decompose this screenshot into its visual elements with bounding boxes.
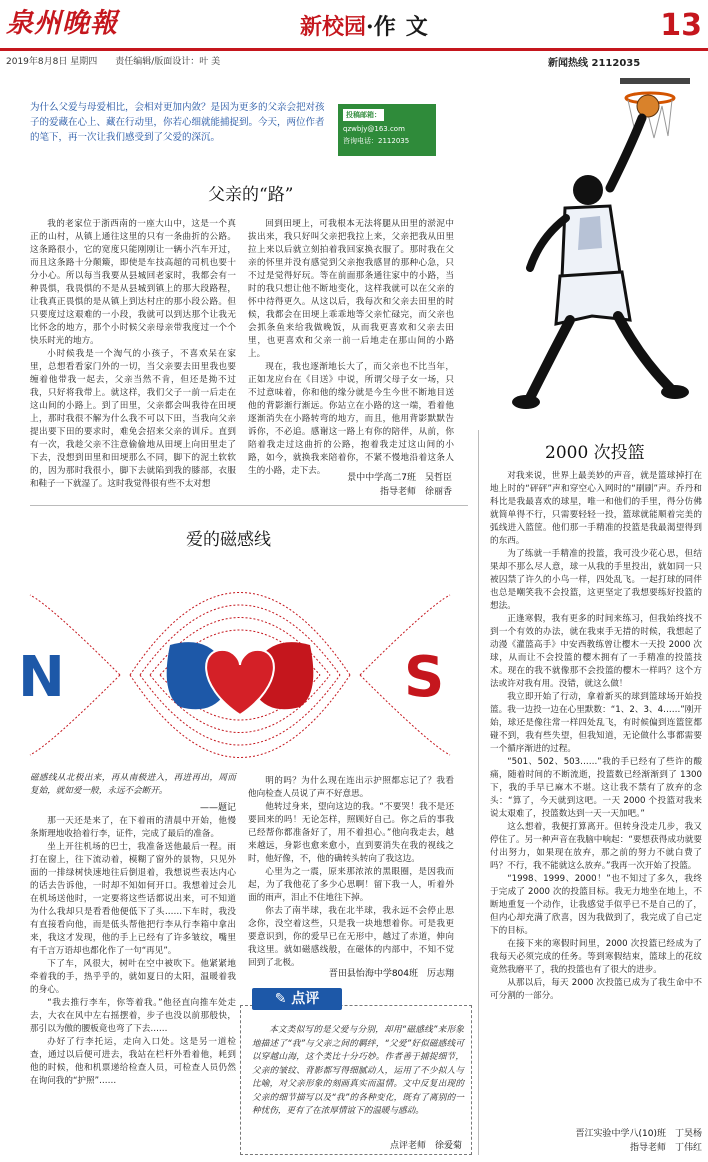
page-number: 13 (660, 8, 702, 43)
article2-paragraph: 明的吗？为什么现在连出示护照都忘记了？我看他向检查人员说了声不好意思。 (248, 776, 454, 799)
article3-body (490, 470, 702, 1003)
comment-paragraph: 本文类似写的是父爱与分别，却用“磁感线”来形象地描述了“我”与父亲之间的羁绊，“父爱”好似磁感线可以穿越山海，这个类比十分巧妙。作者善于捕捉细节，父亲的皱纹、背影都写得细腻动人，运用了不少拟人与比喻，对父亲形象的刻画真实而温情。文中反复出现的父亲的细节描写以及“我”的各种变化，既有了离别的一种忧伤，更有了在浓厚情谊下的温暖与感动。 (252, 1025, 464, 1116)
magnetic-field-illustration (10, 565, 470, 785)
contact-box (338, 104, 436, 156)
article3-paragraph: 我立即开始了行动，拿着新买的球到篮球场开始投篮。我一边投一边在心里默数：“1、2、3、4……”刚开始，球还是像往常一样四处乱飞，有时候偏到连篮筐都碰不到，我有些失望，但我知道，无论做什么事都需要一个循序渐进的过程。 (490, 692, 702, 754)
article-divider (30, 505, 468, 506)
newspaper-logo: 泉州晚報 (6, 8, 118, 39)
article2-paragraph: “我去推行李车，你等着我。”他径直向推车处走去，大衣在风中左右摇摆着，步子也没以前那般快，那引以为傲的腰板竟也弯了下去…… (30, 998, 236, 1034)
article3-title: 2000 次投篮 (545, 443, 645, 463)
comment-head (252, 988, 342, 1010)
article2-paragraph: 办好了行李托运，走向入口处。这是另一道检查，通过以后便可进去，我站在栏杆外看着他，耗到他的时候，他和机票递给检查人员，可检查人员仍然在询问我的“护照”…… (30, 1037, 236, 1086)
article2-paragraph: 心里为之一震，原来那浓浓的黑眼圈，是因我而起，为了我他花了多少心思啊！留下我一人，听着外面的雨声，泪止不住地往下掉。 (248, 867, 454, 903)
article3-paragraph: 在接下来的寒假时间里，2000 次投篮已经成为了我每天必须完成的任务。等到寒假结束，篮球上的花纹竟然我磨平了，我的投篮也有了很大的进步。 (490, 939, 702, 975)
contact-box-head: 投稿邮箱： (343, 109, 384, 121)
comment-byline: 点评老师 徐爱菊 (389, 1141, 462, 1151)
magnet-s-label: S (404, 645, 445, 710)
article3-byline-teacher: 指导老师 丁伟红 (629, 1143, 702, 1153)
article1-paragraph: 小时候我是一个淘气的小孩子，不喜欢呆在家里，总想看看家门外的一切，当父亲要去田里我也要缠着他带我一起去，父亲当然不肯，但还是拗不过我，只好将我带上。就这样，我们父子一前一后走在这山间的小路上。到了田里，父亲都会叫我待在田埂上，那时我很不解为什么我不可以下田，当我向父亲提出要下田的要求时，难免会招来父亲的训斥。直到有一次，我趁父亲不注意偷偷地从田埂上向田里走了下去，没想到田里和田埂那么不同，脚下的泥土软软的，因为那时我很小，脚下去就陷到我的膝部，衣服和鞋子一下就湿了。这时我觉得很有些不太对想 (30, 349, 236, 489)
magnet-n-label: N (18, 645, 65, 710)
comment-text (252, 1024, 464, 1119)
article2-paragraph: 他转过身来，望向这边的我。“不要哭！我不是还要回来的吗！无论怎样，照顾好自己。你之后的事我已经帮你都准备好了，用不着担心。”他向我走去，越来越远，身影也愈来愈小，直到要消失在我的视线之时，他好像，不，他的确转头转向了我这边。 (248, 802, 454, 864)
article3-paragraph: “1998、1999、2000！”也不知过了多久，我终于完成了 2000 次的投篮目标。我无力地坐在地上，不断地重复一个动作，让我感觉手似乎已不是自己的了，但内心却充满了欣喜，因为我做到了，我完成了自己定下的目标。 (490, 874, 702, 936)
comment-head-label: 点评 (291, 991, 320, 1007)
article2-paragraph: 下了车，风很大，树叶在空中被吹下。他紧紧地牵着我的手，热乎乎的，就如夏日的太阳，温暖着我的身心。 (30, 959, 236, 995)
article2-col1 (30, 815, 236, 1088)
article3-paragraph: “501、502、503……”我的手已经有了些许的酸痛，随着时间的不断流逝，投篮数已经渐渐到了 1300 下，我的手早已麻木不堪。这让我不禁有了放弃的念头：“算了，今天就到这吧。一天 2000 个投篮对我来说太艰难了，投篮数达到一天一天加吧。” (490, 757, 702, 819)
article2-title: 爱的磁感线 (186, 530, 271, 550)
hotline: 新闻热线 2112035 (548, 58, 641, 69)
article2-col2 (248, 775, 454, 970)
article3-paragraph: 从那以后，每天 2000 次投篮已成为了我生命中不可分割的一部分。 (490, 978, 702, 1001)
article2-epigraph: 磁感线从北极出来，再从南极进入，再进再出，周而复始，就如爱一般，永远不会断开。 (30, 773, 236, 796)
article1-byline-teacher: 指导老师 徐丽香 (379, 487, 452, 497)
basketball-dunk-illustration (470, 58, 706, 433)
section-title (300, 10, 438, 41)
article2-paragraph: 那一天还是来了，在下着雨的清晨中开始，他慢条斯理地收拾着行李，证件，完成了最后的准备。 (30, 816, 236, 839)
article2-paragraph: 你去了南半球，我在北半球，我永远不会停止思念你，没空着这些，只是我一块地想着你。可是我更要意识到，你的爱早已在无形中，越过了赤道，伸向我这里。就如磁感线般，在磁体的内部中，不知不觉回到了北极。 (248, 906, 454, 968)
column-divider (478, 430, 479, 1155)
article2-byline: 晋田县怡海中学804班 厉志翔 (328, 969, 454, 979)
article3-byline-author: 晋江实验中学八(10)班 丁昊杨 (575, 1129, 702, 1139)
article1-paragraph: 现在，我也逐渐地长大了，而父亲也不比当年，正如龙应台在《目送》中说，所谓父母子女一场，只不过意味着，你和他的缘分就是今生今世不断地目送他的背影渐行渐远。你站立在小路的这一端，看着他逐渐消失在小路转弯的地方，而且，他用背影默默告诉你，不必追。感谢这一路上有你的陪伴，从前，你陪着我走过这曲折的公路，抱着我走过这山间的小路，如今，就换我来陪着你，不紧不慢地沿着这条人生的小路，走下去。 (248, 362, 454, 476)
article1-title: 父亲的“路” (208, 185, 294, 205)
header-rule (0, 48, 708, 51)
article2-paragraph: 坐上开往机场的巴士，我准备送他最后一程。雨打在窗上，往下流动着，模糊了窗外的景物，只见外面的一排绿树快速地往后倒退着，我想说些表达内心的话去告诉他，一时却不知如何开口。我想着过会儿在机场送他时，一定要将这些话都说出来，可不知道为什么我却只是看看他便低下了头……下车时，我没有直接看向他，而是低头帮他把行李从行李箱中拿出来，我这才发现，他的手上已经有了许多皱纹，嘴里有千言万语却也都化作了一句“再见”。 (30, 842, 236, 956)
contact-phone: 咨询电话：2112035 (343, 137, 410, 145)
article3-paragraph: 这么想着，我便打算离开。但转身没走几步，我又停住了。另一种声音在我脑中响起：“要想获得成功就要付出努力，如果现在放弃，那之前的努力不就白费了吗？不行，我不能就这么放弃。”我再一次开始了投篮。 (490, 822, 702, 871)
section-title-dot: · (366, 14, 374, 40)
article1-byline-author: 景中中学高二7班 吴哲臣 (347, 473, 452, 483)
article1-paragraph: 回到田埂上，可我根本无法将腿从田里的淤泥中拔出来，我只好叫父亲把我拉上来，父亲把我从田里拉上来以后就立刻拍着我回家换衣服了。那时我在父亲的怀里并没有感觉到父亲抱我感冒的那种心急，只不过是觉得好玩。等在前面那条通往家中的小路，当时的我只想让他不断地变化，这样我就可以在父亲的怀中待得更久。从这以后，我每次和父亲去田里的时候，我都会在田埂上乖乖地等父亲忙碌完，而父亲也会抓条鱼来给我做晚饭，从而我更喜欢和父亲去田里，也更喜欢和父亲一前一后地走在那山间的小路上。 (248, 219, 454, 359)
article1-col1 (30, 218, 236, 491)
section-title-a: 新校园 (300, 14, 367, 40)
pen-icon: ✎ (274, 991, 287, 1007)
article3-paragraph: 对我来说，世界上最美妙的声音，就是篮球掉打在地上时的“砰砰”声和穿空心入网时的“刷刷”声。乔丹和科比是我最喜欢的球星，唯一和他们的手里，得分仿佛就简单得不行，只需要轻轻一投，篮球就能顺着完美的弧线进入篮筐。他们那一手精准的投篮是我最渴望得到的东西。 (490, 471, 702, 546)
section-title-b: 作文 (373, 14, 438, 40)
article3-paragraph: 正逢寒假，我有更多的时间来练习，但我始终找不到一个有效的办法，就在我束手无措的时候，我想起了动漫《灌篮高手》中安西教练曾让樱木一天投 2000 次球，从而让不会投篮的樱木拥有了一手精准的投篮技术。现在的我不就像那不会投篮的樱木一样吗？这个方法或许对我有用。没错，就这么做！ (490, 614, 702, 689)
article3-paragraph: 为了练就一手精准的投篮，我可没少花心思，但结果却不那么尽人意，球一从我的手里投出，就如同一只被囚禁了许久的小鸟一样，四处乱飞。一起打球的同伴也总是嘲笑我不会投篮，这更坚定了我想要练好投篮的想法。 (490, 549, 702, 611)
intro-text: 为什么父爱与母爱相比，会相对更加内敛？是因为更多的父亲会把对孩子的爱藏在心上、藏在行动里，你若心细就能捕捉到。今天，两位作者的笔下，再一次让我们感受到了父爱的深沉。 (30, 102, 325, 143)
issue-meta: 2019年8月8日 星期四 责任编辑/版面设计：叶 美 (6, 57, 221, 67)
article2-epigraph-source: ——题记 (199, 803, 236, 813)
article1-paragraph: 我的老家位于浙西南的一座大山中，这是一个真正的山村，从镇上通往这里的只有一条曲折的公路。这条路很小，它的宽度只能刚刚让一辆小汽车开过，而且这条路十分颠簸，即使是车技高超的司机也要十分小心。所以每当我要从县城回老家时，我都会有一种畏惧，我畏惧的不是从县城到镇上的那大段路程，让我真正畏惧的是从镇上到达村庄的那小段公路。但只要度过这艰难的一小段，我就可以到达那个让我无比怀念的地方，那个小时候父亲母亲带我度过一个个快乐时光的地方。 (30, 219, 236, 346)
contact-email: qzwbjy@163.com (343, 125, 405, 133)
article1-col2 (248, 218, 454, 478)
